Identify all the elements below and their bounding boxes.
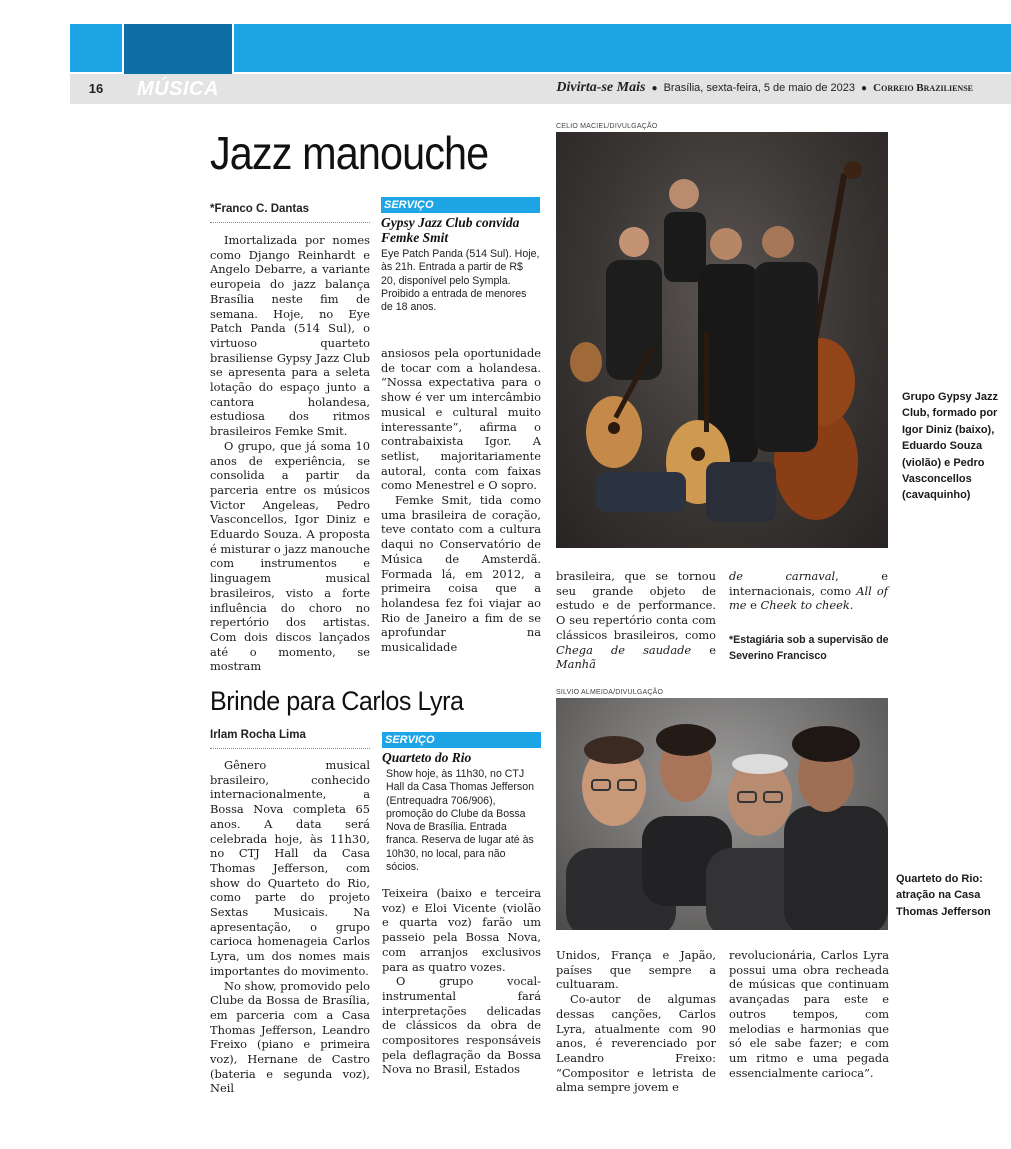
byline-rule <box>210 748 370 749</box>
bullet-icon: ● <box>861 83 868 94</box>
photo-gypsy-jazz-club <box>556 132 888 548</box>
paragraph: Imortalizada por nomes como Django Reinhardt e Angelo Debarre, a variante europeia do jazz balança Brasília neste fim de semana. Hoje, no Eye Patch Panda (514 Sul), o virtuoso quarteto brasiliense Gypsy Jazz Club se apresenta para a seleta lotação do espaço junto a cantora holandesa, estudiosa dos ritmos brasileiros Femke Smit. <box>210 233 370 439</box>
paragraph: O grupo, que já soma 10 anos de experiência, se consolida a partir da parceria entre os músicos Victor Angeleas, Pedro Vasconcellos, Igor Diniz e Eduardo Souza. A proposta é misturar o jazz manouche com instrumentos e linguagem musical brasileiros, visto a forte influência do choro no repertório dos artistas. Com dois discos lançados até o momento, se mostram <box>210 438 370 674</box>
article1-column-4 <box>729 569 888 613</box>
dateline: Brasília, sexta-feira, 5 de maio de 2023 <box>663 82 855 94</box>
article1-column-1 <box>210 233 370 674</box>
byline-rule <box>210 222 370 223</box>
newspaper-name: Correio Braziliense <box>873 82 973 94</box>
photo-quarteto-do-rio <box>556 698 888 930</box>
headline-jazz-manouche: Jazz manouche <box>210 127 489 179</box>
article1-column-2 <box>381 346 541 655</box>
header-bar <box>234 24 1011 72</box>
service-title: Quarteto do Rio <box>382 750 472 765</box>
article2-column-4 <box>729 948 889 1080</box>
photo-caption: Quarteto do Rio: atração na Casa Thomas Jefferson <box>896 873 991 918</box>
page-number: 16 <box>88 81 104 96</box>
service-box <box>382 732 541 874</box>
byline: *Franco C. Dantas <box>210 203 310 215</box>
header-accent-block <box>70 24 122 72</box>
service-box <box>381 197 540 314</box>
photo-credit: CELIO MACIEL/DIVULGAÇÃO <box>556 123 658 130</box>
service-text: Show hoje, às 11h30, no CTJ Hall da Casa Thomas Jefferson (Entrequadra 706/906), promoção do Clube da Bossa Nova de Brasília. Entrada franca. Reserva de lugar até às 10h30, no local, para não sócios. <box>386 768 534 874</box>
footnote: *Estagiária sob a supervisão de Severino Francisco <box>729 634 889 662</box>
paragraph: de carnaval, e internacionais, como All of me e Cheek to cheek. <box>729 569 888 613</box>
paragraph: No show, promovido pelo Clube da Bossa de Brasília, em parceria com a Casa Thomas Jefferson, Leandro Freixo (piano e primeira voz), Hernane de Castro (bateria e segunda voz), Neil <box>210 978 370 1096</box>
paragraph: Co-autor de algumas dessas canções, Carlos Lyra, atualmente com 90 anos, é reverenciado por Leandro Freixo: “Compositor e letrista de alma sempre jovem e <box>556 992 716 1095</box>
paragraph: revolucionária, Carlos Lyra possui uma obra recheada de músicas que continuam avançadas para este e outros tempos, com melodias e harmonias que só ele sabe fazer; e com um ritmo e uma pegada essencialmente carioca”. <box>729 948 889 1080</box>
article2-column-2 <box>382 886 541 1077</box>
paragraph: brasileira, que se tornou seu grande objeto de estudo e de performance. O seu repertório conta com clássicos brasileiros, como Chega de saudade e Manhã <box>556 569 716 672</box>
article2-column-3 <box>556 948 716 1095</box>
article2-column-1 <box>210 758 370 1096</box>
header-dateline <box>556 80 973 96</box>
service-label: SERVIÇO <box>381 197 540 213</box>
service-title: Gypsy Jazz Club convida Femke Smit <box>381 215 520 245</box>
service-text: Eye Patch Panda (514 Sul). Hoje, às 21h. Entrada a partir de R$ 20, disponível pelo Sympla. Proibido a entrada de menores de 18 anos. <box>381 248 540 314</box>
paragraph: Unidos, França e Japão, países que sempre a cultuaram. <box>556 948 716 992</box>
bullet-icon: ● <box>651 83 658 94</box>
quartet-photo-illustration <box>556 698 888 930</box>
photo-credit: SILVIO ALMEIDA/DIVULGAÇÃO <box>556 689 664 696</box>
paragraph: Femke Smit, tida como uma brasileira de coração, teve contato com a cultura daqui no Conservatório de Música de Amsterdã. Formada lá, em 2012, a primeira coisa que a holandesa fez foi viajar ao Rio de Janeiro a fim de se aprofundar na musicalidade <box>381 493 541 655</box>
paragraph: O grupo vocal-instrumental fará interpretações delicadas de clássicos da obra de compositores responsáveis pela deflagração da Bossa Nova no Brasil, Estados <box>382 974 541 1077</box>
headline-brinde-carlos-lyra: Brinde para Carlos Lyra <box>210 686 464 716</box>
photo-caption: Grupo Gypsy Jazz Club, formado por Igor Diniz (baixo), Eduardo Souza (violão) e Pedro Vasconcellos (cavaquinho) <box>902 391 998 502</box>
byline: Irlam Rocha Lima <box>210 729 306 741</box>
paragraph: ansiosos pela oportunidade de tocar com a holandesa. “Nossa expectativa para o show é ver um intercâmbio musical e cultural muito interessante”, afirma o contrabaixista Igor. A setlist, majoritariamente autoral, conta com faixas como Menestrel e O sopro. <box>381 346 541 493</box>
article1-column-3 <box>556 569 716 672</box>
section-name: MÚSICA <box>137 78 219 100</box>
service-label: SERVIÇO <box>382 732 541 748</box>
supplement-name: Divirta-se Mais <box>556 80 646 95</box>
paragraph: Gênero musical brasileiro, conhecido internacionalmente, a Bossa Nova completa 65 anos. A data será celebrada hoje, às 11h30, no CTJ Hall da Casa Thomas Jefferson, com show do Quarteto do Rio, como parte do projeto Sextas Musicais. Na apresentação, o grupo carioca homenageia Carlos Lyra, um dos nomes mais importantes do movimento. <box>210 758 370 978</box>
band-photo-illustration <box>556 132 888 548</box>
paragraph: Teixeira (baixo e terceira voz) e Eloi Vicente (violão e quarta voz) farão um passeio pela Bossa Nova, com arranjos exclusivos para as quatro vozes. <box>382 886 541 974</box>
